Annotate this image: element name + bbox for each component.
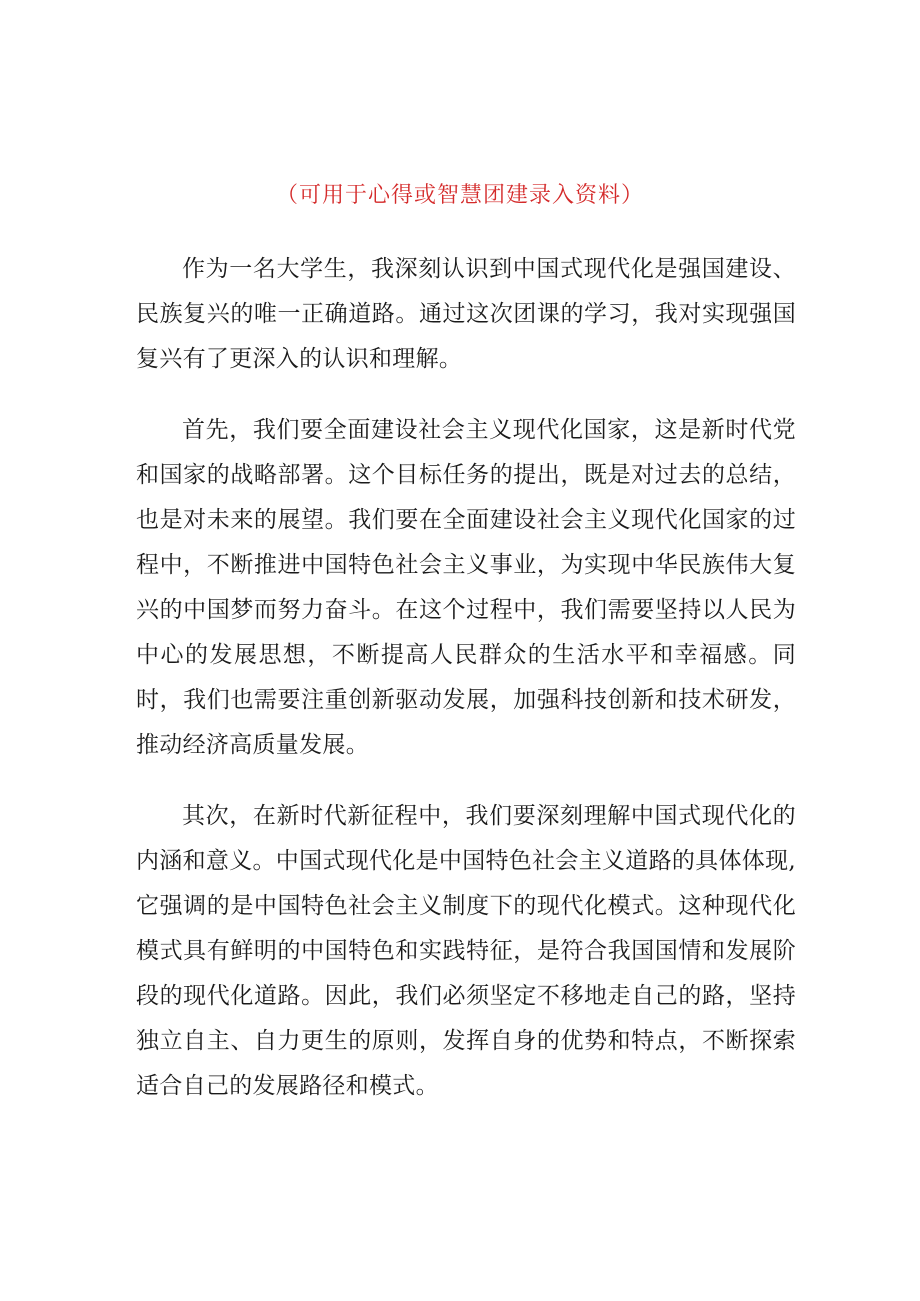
document-note: （可用于心得或智慧团建录入资料）	[275, 183, 644, 208]
paragraph-first: 首先，我们要全面建设社会主义现代化国家，这是新时代党和国家的战略部署。这个目标任务的提出，既是对过去的总结，也是对未来的展望。我们要在全面建设社会主义现代化国家的过程中，不断推进中国特色社会主义事业，为实现中华民族伟大复兴的中国梦而努力奋斗。在这个过程中，我们需要坚持以人民为中心的发展思想，不断提高人民群众的生活水平和幸福感。同时，我们也需要注重创新驱动发展，加强科技创新和技术研发，推动经济高质量发展。	[136, 417, 796, 758]
paragraph-intro: 作为一名大学生，我深刻认识到中国式现代化是强国建设、民族复兴的唯一正确道路。通过这次团课的学习，我对实现强国复兴有了更深入的认识和理解。	[136, 256, 796, 372]
paragraph-second: 其次，在新时代新征程中，我们要深刻理解中国式现代化的内涵和意义。中国式现代化是中国特色社会主义道路的具体体现,它强调的是中国特色社会主义制度下的现代化模式。这种现代化模式具有鲜明的中国特色和实践特征，是符合我国国情和发展阶段的现代化道路。因此，我们必须坚定不移地走自己的路，坚持独立自主、自力更生的原则，发挥自身的优势和特点，不断探索适合自己的发展路径和模式。	[136, 803, 797, 1099]
document-body	[136, 247, 796, 1135]
